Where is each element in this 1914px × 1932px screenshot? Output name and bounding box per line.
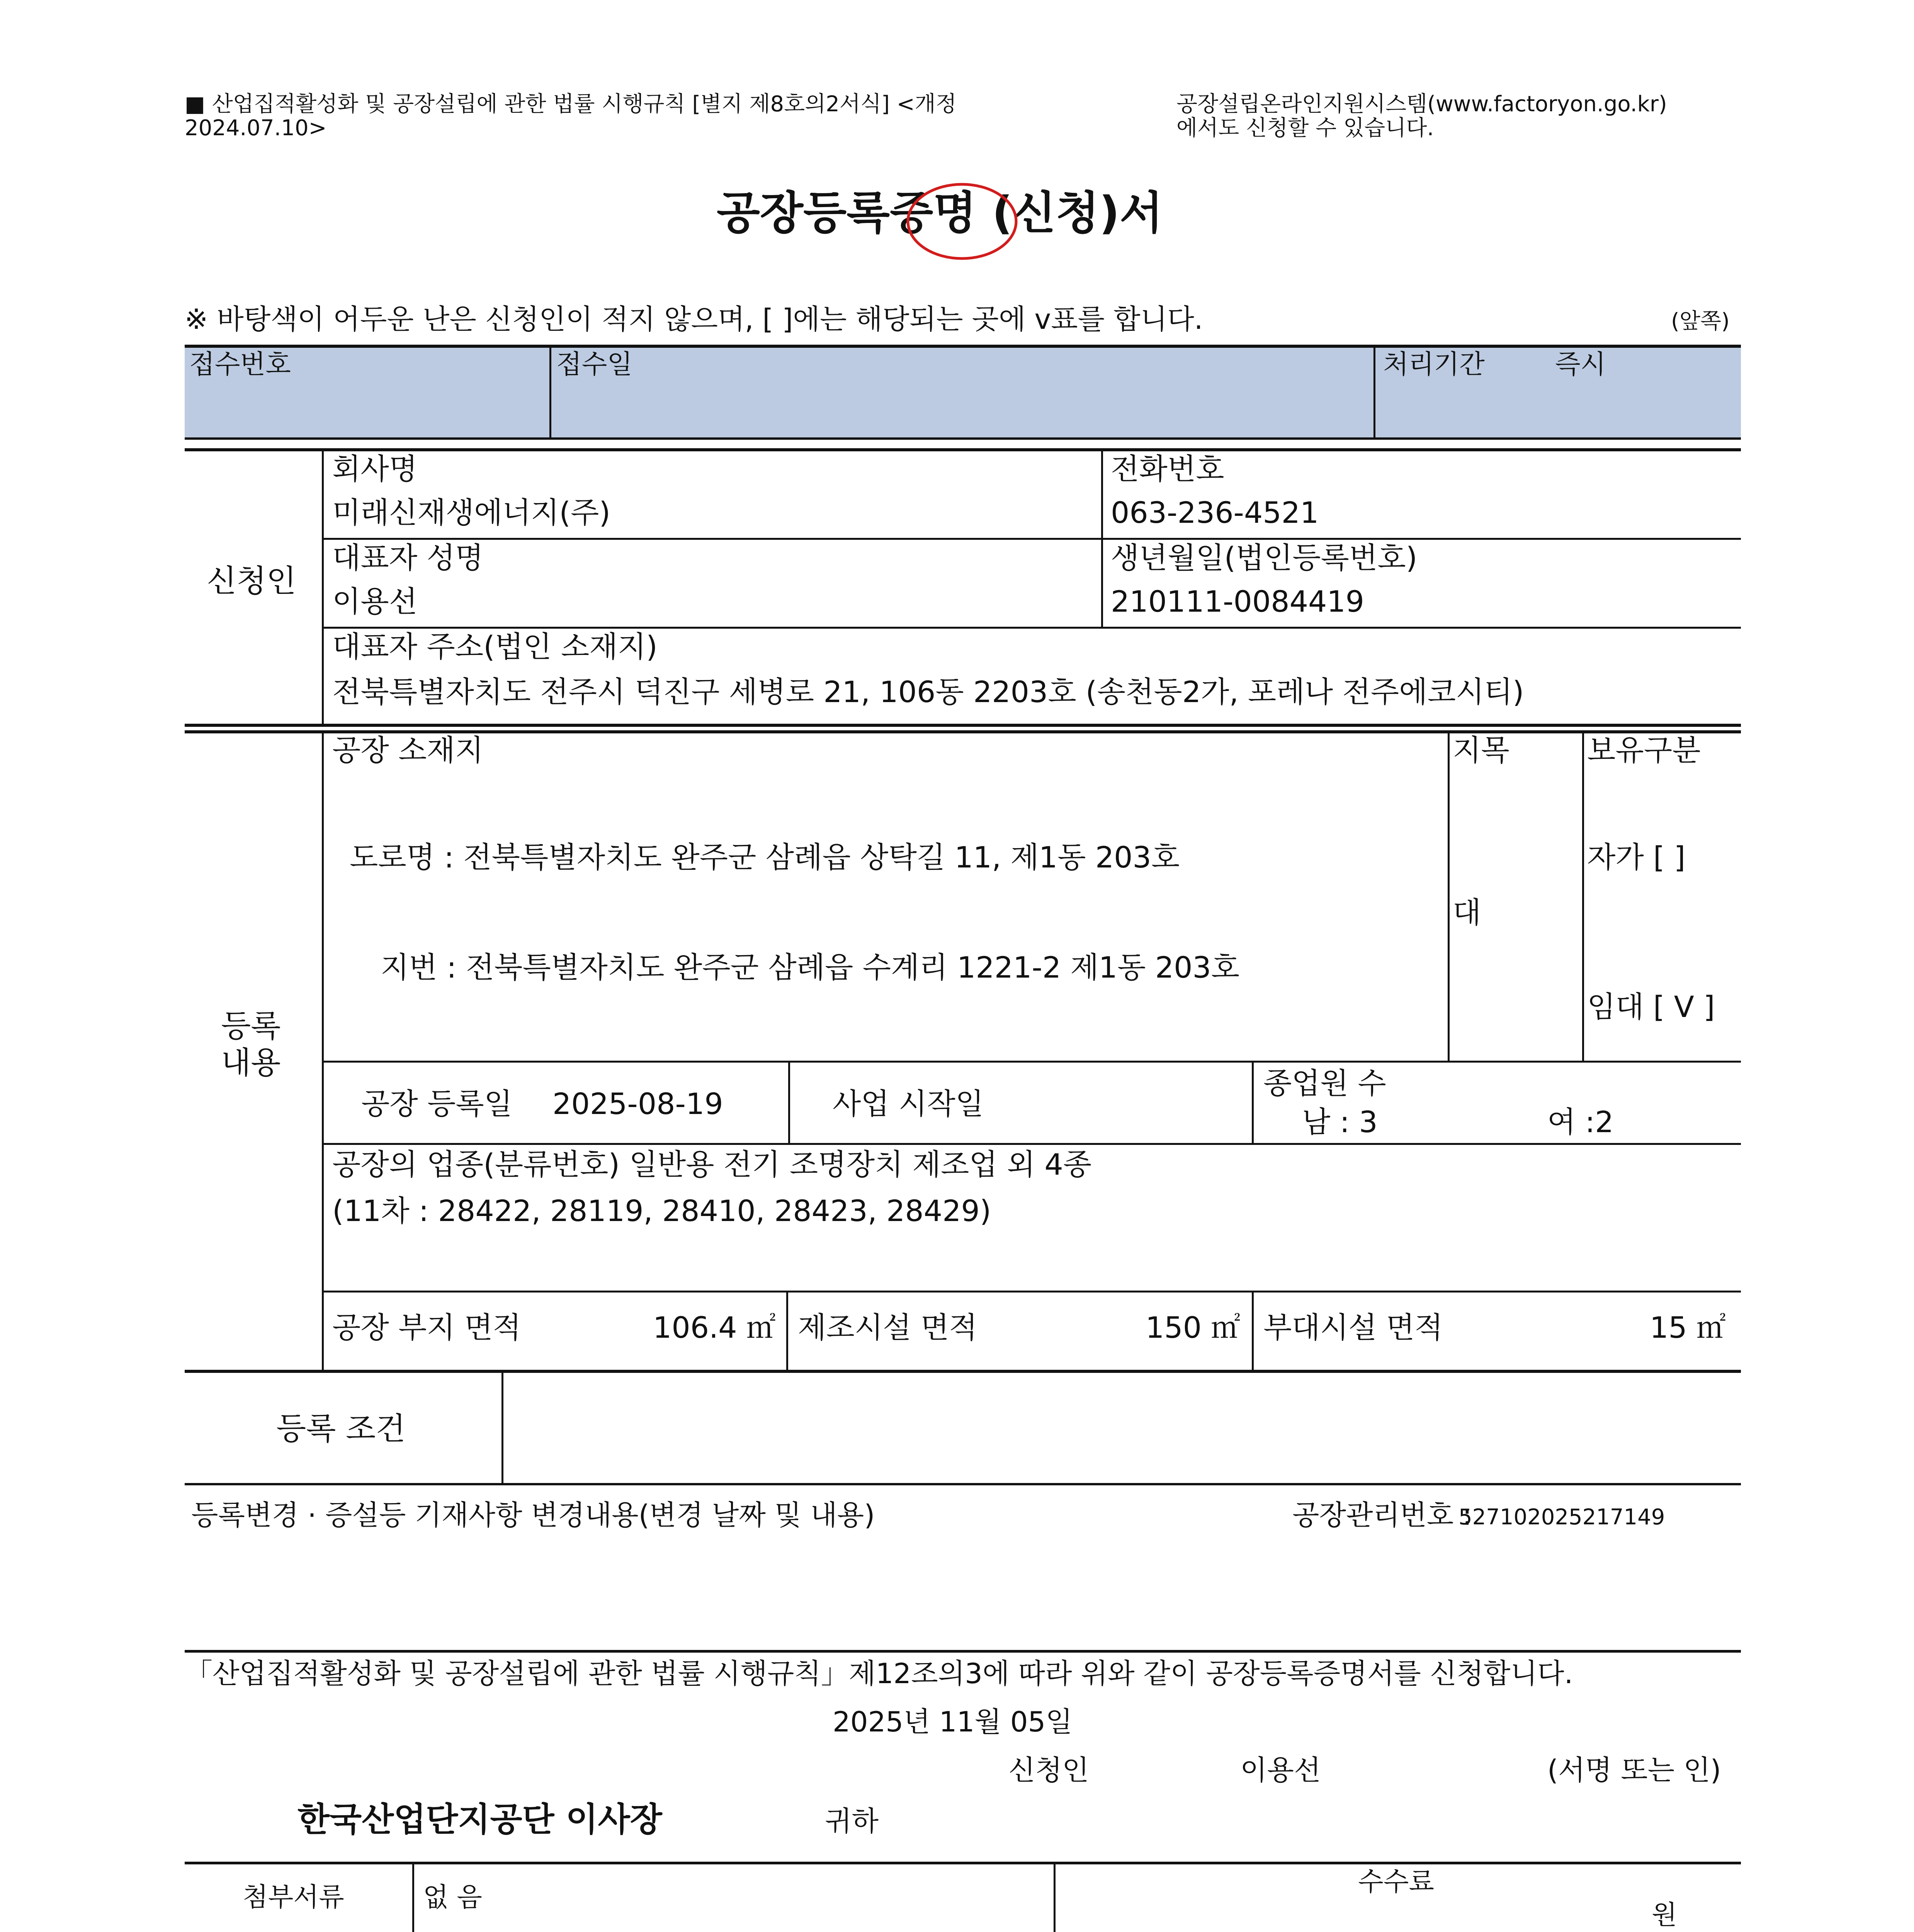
online-system-notice-line2: 에서도 신청할 수 있습니다.: [1176, 116, 1434, 141]
representative-address-value: 전북특별자치도 전주시 덕진구 세병로 21, 106동 2203호 (송천동2가, 포레나 전주에코시티): [332, 675, 1524, 709]
company-name-label: 회사명: [332, 452, 418, 486]
registration-section-label-2: 내용: [221, 1045, 281, 1081]
page-side-label: (앞쪽): [1671, 309, 1730, 334]
applicant-signature-label: 신청인: [1008, 1754, 1089, 1786]
land-category-label: 지목: [1453, 733, 1509, 767]
birth-corp-number-value: 210111-0084419: [1111, 584, 1365, 619]
auxiliary-area-value: 15 ㎡: [1650, 1310, 1726, 1345]
registration-bottom-line: [185, 1370, 1741, 1373]
site-area-value: 106.4 ㎡: [653, 1310, 776, 1345]
title-part3: (신청)서: [976, 187, 1163, 239]
manufacturing-area-label: 제조시설 면적: [798, 1310, 977, 1345]
statement-top-line: [185, 1650, 1741, 1653]
receipt-number-label: 접수번호: [189, 349, 291, 380]
applicant-signature-name: 이용선: [1240, 1754, 1321, 1786]
sign-or-seal-label: (서명 또는 인): [1547, 1754, 1721, 1786]
employee-count-female: 여 :2: [1547, 1105, 1614, 1139]
land-category-divider: [1448, 731, 1450, 1062]
processing-period-value: 즉시: [1555, 349, 1606, 380]
dates-divider-1: [788, 1062, 790, 1145]
ownership-label: 보유구분: [1587, 733, 1701, 767]
road-name-address: 도로명 : 전북특별자치도 완주군 삼례읍 상탁길 11, 제1동 203호: [350, 840, 1180, 874]
lot-number-address: 지번 : 전북특별자치도 완주군 삼례읍 수계리 1221-2 제1동 203호: [381, 950, 1240, 985]
representative-address-label: 대표자 주소(법인 소재지): [332, 629, 658, 664]
title-part2-circled: 증명: [890, 187, 977, 239]
dates-bottom-line: [323, 1143, 1741, 1145]
online-system-notice-line1: 공장설립온라인지원시스템(www.factoryon.go.kr): [1176, 92, 1667, 117]
condition-divider: [501, 1372, 503, 1485]
site-area-label: 공장 부지 면적: [332, 1310, 521, 1345]
area-divider-2: [1252, 1292, 1254, 1372]
phone-label: 전화번호: [1111, 452, 1224, 486]
instruction-notice: ※ 바탕색이 어두운 난은 신청인이 적지 않으며, [ ]에는 해당되는 곳에 v표를 합니다.: [185, 303, 1203, 335]
applicant-section-label: 신청인: [207, 563, 296, 599]
phone-value: 063-236-4521: [1111, 495, 1319, 530]
dates-divider-2: [1252, 1062, 1254, 1145]
factory-management-number-label: 공장관리번호 :: [1292, 1499, 1472, 1531]
title-part1: 공장등록: [717, 187, 890, 239]
fee-unit: 원: [1652, 1900, 1677, 1930]
change-record-label: 등록변경 · 증설등 기재사항 변경내용(변경 날짜 및 내용): [191, 1499, 875, 1531]
manufacturing-area-value: 150 ㎡: [1146, 1310, 1241, 1345]
receipt-divider-1: [549, 347, 551, 439]
land-category-value: 대: [1453, 895, 1481, 930]
registration-section-label-1: 등록: [221, 1008, 281, 1044]
industry-line2: (11차 : 28422, 28119, 28410, 28423, 28429): [332, 1194, 991, 1228]
receipt-date-label: 접수일: [556, 349, 633, 380]
applicant-top-line: [185, 448, 1741, 451]
ownership-divider: [1582, 731, 1584, 1062]
factory-registration-date-value: 2025-08-19: [552, 1087, 723, 1121]
industry-bottom-line: [323, 1291, 1741, 1293]
representative-name-label: 대표자 성명: [332, 541, 484, 575]
area-divider-1: [786, 1292, 788, 1372]
receipt-top-line: [185, 345, 1741, 348]
form-reference-line2: 2024.07.10>: [185, 116, 327, 141]
location-bottom-line: [323, 1061, 1741, 1063]
applicant-row-line-1: [323, 538, 1741, 540]
ownership-own-option[interactable]: 자가 [ ]: [1587, 840, 1686, 874]
birth-corp-number-label: 생년월일(법인등록번호): [1111, 541, 1418, 575]
employee-count-label: 종업원 수: [1263, 1066, 1386, 1100]
factory-management-number-value: 527102025217149: [1458, 1505, 1665, 1530]
receipt-divider-2: [1373, 347, 1375, 439]
red-circle-mark: [904, 180, 1020, 261]
honorific: 귀하: [825, 1805, 879, 1837]
applicant-bottom-line: [185, 724, 1741, 727]
industry-line1: 공장의 업종(분류번호) 일반용 전기 조명장치 제조업 외 4종: [332, 1147, 1092, 1182]
registration-label-divider: [322, 731, 324, 1372]
receipt-row-background: [185, 347, 1741, 439]
form-reference-line1: ■ 산업집적활성화 및 공장설립에 관한 법률 시행규칙 [별지 제8호의2서식] <개정: [185, 92, 957, 117]
ownership-lease-option[interactable]: 임대 [ V ]: [1587, 990, 1715, 1024]
attachments-top-line: [185, 1862, 1741, 1864]
representative-name-value: 이용선: [332, 584, 418, 619]
registration-condition-label: 등록 조건: [276, 1411, 406, 1447]
receipt-bottom-line: [185, 437, 1741, 440]
attachments-label: 첨부서류: [243, 1882, 344, 1913]
application-date: 2025년 11월 05일: [833, 1706, 1073, 1738]
fee-label: 수수료: [1358, 1867, 1435, 1897]
condition-bottom-line: [185, 1483, 1741, 1485]
processing-period-label: 처리기간: [1383, 349, 1485, 380]
application-statement: 「산업집적활성화 및 공장설립에 관한 법률 시행규칙」제12조의3에 따라 위와 같이 공장등록증명서를 신청합니다.: [185, 1657, 1573, 1690]
auxiliary-area-label: 부대시설 면적: [1263, 1310, 1443, 1345]
applicant-row-line-2: [323, 627, 1741, 629]
company-name-value: 미래신재생에너지(주): [332, 495, 611, 530]
attachments-divider-1: [412, 1863, 414, 1932]
factory-registration-date-label: 공장 등록일: [361, 1087, 513, 1121]
attachments-divider-2: [1054, 1863, 1056, 1932]
applicant-label-divider: [322, 449, 324, 726]
addressee: 한국산업단지공단 이사장: [297, 1800, 662, 1839]
employee-count-male: 남 : 3: [1302, 1105, 1378, 1139]
business-start-date-label: 사업 시작일: [833, 1087, 984, 1121]
factory-location-label: 공장 소재지: [332, 733, 484, 767]
attachments-value: 없 음: [423, 1882, 482, 1913]
